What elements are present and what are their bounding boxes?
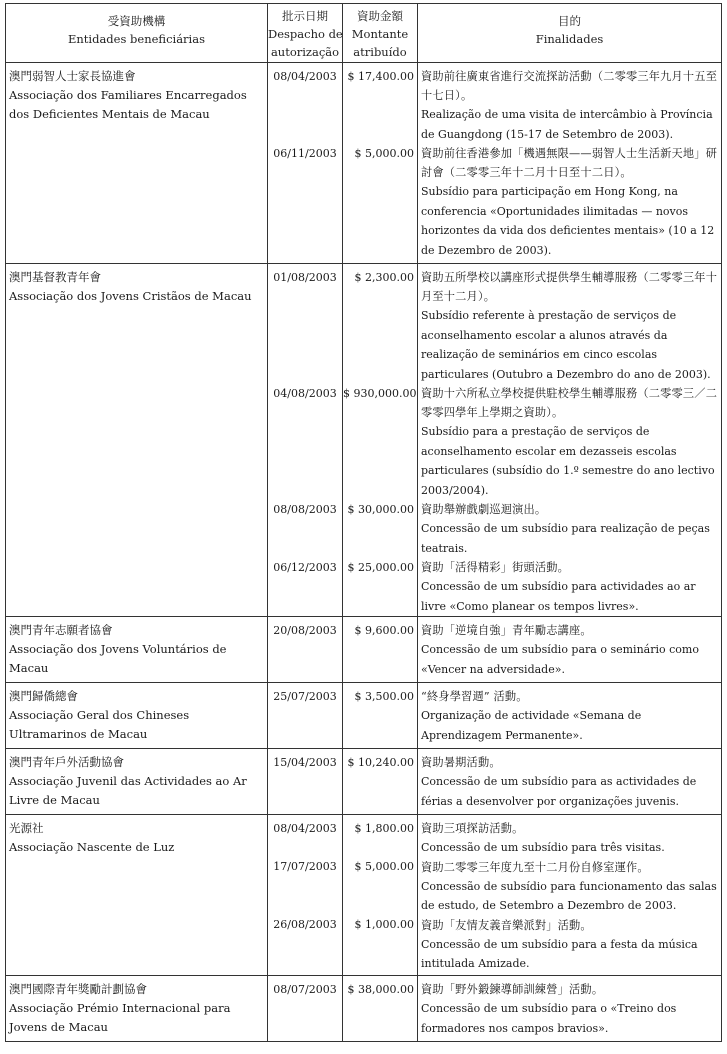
amount-cell (343, 264, 418, 617)
entity-name-pt: Associação Geral dos Chineses Ultramarinos de Macau (9, 708, 190, 741)
entity-name-pt: Associação Juvenil das Actividades ao Ar Livre de Macau (9, 774, 247, 807)
amount-cell (343, 749, 418, 815)
purpose-zh: “終身學習週” 活動。 (421, 690, 528, 703)
grant-date: 17/07/2003 (273, 860, 337, 873)
grant-amount: $ 1,800.00 (354, 821, 414, 835)
purpose-zh: 資助前往香港參加「機遇無限——弱智人士生活新天地」研討會（二零零三年十二月十日至十二日）。 (421, 147, 718, 179)
date-cell (268, 264, 343, 617)
purpose-stack (418, 749, 721, 811)
purpose-stack (418, 264, 721, 616)
header-purposes (418, 4, 722, 63)
purpose-pt: Concessão de um subsídio para as actividades de férias a desenvolver por organizações juvenis. (421, 775, 697, 808)
purpose-block (418, 384, 721, 500)
header-entities-zh: 受資助機構 (107, 14, 166, 28)
entity-cell (6, 264, 268, 617)
grant-amount: $ 1,000.00 (354, 918, 414, 931)
purpose-block (418, 617, 721, 679)
grant-amount: $ 9,600.00 (354, 623, 414, 637)
grant-date: 20/08/2003 (273, 623, 337, 637)
entity-name-zh: 澳門歸僑總會 (9, 689, 78, 703)
purpose-pt: Subsídio para a prestação de serviços de aconselhamento escolar em dezasseis escolas particulares (subsídio do 1.º semestre do ano lectivo 2003/2004). (421, 425, 715, 497)
entity-name-pt: Associação Prémio Internacional para Jovens de Macau (9, 1001, 231, 1034)
entity-name-zh: 澳門青年志願者協會 (9, 623, 113, 637)
grant-amount: $ 5,000.00 (354, 860, 414, 873)
purpose-cell (418, 749, 722, 815)
grant-date: 04/08/2003 (273, 386, 337, 400)
entity-cell (6, 63, 268, 264)
entity-cell (6, 815, 268, 976)
table-row (6, 815, 722, 976)
table-header-row (6, 4, 722, 63)
date-cell (268, 749, 343, 815)
entity-name-zh: 澳門弱智人士家長協進會 (9, 69, 136, 83)
document-page (5, 3, 721, 1049)
table-row (6, 63, 722, 264)
purpose-zh: 資助二零零三年度九至十二月份自修室運作。 (421, 860, 649, 874)
purpose-cell (418, 976, 722, 1042)
header-amount-pt1: Montante (351, 27, 409, 41)
purpose-zh: 資助十六所私立學校提供駐校學生輔導服務（二零零三／二零零四學年上學期之資助）。 (421, 387, 718, 419)
purpose-zh: 資助舉辦戲劇巡迴演出。 (421, 503, 547, 516)
entity-name-pt: Associação Nascente de Luz (9, 840, 175, 854)
purpose-block (418, 144, 721, 260)
grant-date: 26/08/2003 (273, 918, 337, 931)
header-purposes-pt: Finalidades (535, 32, 604, 46)
purpose-pt: Subsídio para participação em Hong Kong, na conferencia «Oportunidades ilimitadas — novos horizontes da vida dos deficientes mentais» (10 a 12 de Dezembro de 2003). (421, 185, 715, 257)
grant-amount: $ 2,300.00 (354, 270, 414, 284)
amount-cell (343, 815, 418, 976)
purpose-block (418, 858, 721, 916)
purpose-pt: Concessão de um subsídio para o «Treino dos formadores nos campos bravios». (421, 1002, 677, 1035)
date-cell (268, 683, 343, 749)
purpose-pt: Concessão de um subsídio para a festa da música intitulada Amizade. (421, 937, 698, 970)
purpose-stack (418, 63, 721, 260)
purpose-stack (418, 683, 721, 745)
header-date-pt2: autorização (270, 45, 340, 59)
purpose-zh: 資助三項探訪活動。 (421, 822, 524, 835)
purpose-block (418, 976, 721, 1038)
date-cell (268, 617, 343, 683)
entity-name-pt: Associação dos Jovens Voluntários de Macau (9, 642, 227, 675)
header-entities-pt: Entidades beneficiárias (67, 32, 205, 46)
header-amount-zh: 資助金額 (357, 9, 403, 23)
header-entities (6, 4, 268, 63)
purpose-block (418, 749, 721, 811)
subsidy-table (5, 3, 722, 1042)
purpose-pt: Concessão de um subsídio para realização de peças teatrais. (421, 522, 710, 555)
table-row (6, 976, 722, 1042)
grant-date: 01/08/2003 (273, 270, 337, 284)
amount-cell (343, 976, 418, 1042)
header-date-pt1: Despacho de (268, 27, 343, 41)
table-body (6, 63, 722, 1042)
date-cell (268, 63, 343, 264)
purpose-block (418, 63, 721, 144)
grant-amount: $ 930,000.00 (343, 386, 417, 400)
grant-date: 08/07/2003 (273, 982, 337, 996)
date-cell (268, 815, 343, 976)
entity-name-zh: 澳門青年戶外活動協會 (9, 755, 124, 769)
purpose-cell (418, 617, 722, 683)
entity-name-zh: 光源社 (9, 821, 44, 835)
purpose-pt: Concessão de subsídio para funcionamento das salas de estudo, de Setembro a Dezembro de 2003. (421, 879, 717, 912)
grant-amount: $ 10,240.00 (347, 755, 414, 769)
purpose-zh: 資助「逆境自強」青年勵志講座。 (421, 624, 592, 637)
purpose-pt: Realização de uma visita de intercâmbio à Província de Guangdong (15-17 de Setembro de 2003). (421, 108, 713, 141)
purpose-block (418, 815, 721, 858)
purpose-block (418, 558, 721, 616)
grant-amount: $ 3,500.00 (354, 689, 414, 703)
purpose-stack (418, 617, 721, 679)
purpose-zh: 資助前往廣東省進行交流探訪活動（二零零三年九月十五至十七日）。 (421, 70, 718, 102)
grant-amount: $ 5,000.00 (354, 146, 414, 160)
grant-date: 25/07/2003 (273, 689, 337, 703)
purpose-block (418, 683, 721, 745)
purpose-pt: Concessão de um subsídio para actividades ao ar livre «Como planear os tempos livres». (421, 580, 696, 613)
amount-cell (343, 617, 418, 683)
grant-amount: $ 30,000.00 (347, 502, 414, 516)
purpose-cell (418, 63, 722, 264)
entity-cell (6, 976, 268, 1042)
purpose-cell (418, 264, 722, 617)
grant-date: 15/04/2003 (273, 755, 337, 769)
purpose-cell (418, 815, 722, 976)
purpose-stack (418, 976, 721, 1038)
amount-cell (343, 683, 418, 749)
purpose-stack (418, 815, 721, 974)
entity-cell (6, 617, 268, 683)
grant-amount: $ 38,000.00 (347, 982, 414, 996)
grant-date: 08/08/2003 (273, 502, 337, 516)
purpose-zh: 資助「活得精彩」街頭活動。 (421, 561, 570, 574)
grant-date: 08/04/2003 (273, 821, 337, 835)
purpose-pt: Organização de actividade «Semana de Aprendizagem Permanente». (421, 709, 642, 742)
entity-name-zh: 澳門國際青年獎勵計劃協會 (9, 982, 147, 996)
entity-name-zh: 澳門基督教青年會 (9, 270, 101, 284)
grant-amount: $ 25,000.00 (347, 560, 414, 574)
purpose-block (418, 916, 721, 974)
table-row (6, 617, 722, 683)
purpose-zh: 資助五所學校以講座形式提供學生輔導服務（二零零三年十月至十二月）。 (421, 271, 718, 303)
grant-amount: $ 17,400.00 (347, 69, 414, 83)
purpose-zh: 資助「友情友義音樂派對」活動。 (421, 918, 592, 932)
table-row (6, 749, 722, 815)
purpose-cell (418, 683, 722, 749)
purpose-zh: 資助暑期活動。 (421, 756, 501, 769)
header-amount (343, 4, 418, 63)
entity-name-pt: Associação dos Jovens Cristãos de Macau (9, 289, 252, 303)
purpose-pt: Subsídio referente à prestação de serviços de aconselhamento escolar a alunos através da realização de seminários em cinco escolas particulares (Outubro a Dezembro do ano de 2003). (421, 309, 711, 381)
entity-name-pt: Associação dos Familiares Encarregados dos Deficientes Mentais de Macau (9, 88, 247, 121)
purpose-block (418, 500, 721, 558)
header-purposes-zh: 目的 (558, 14, 581, 28)
purpose-zh: 資助「野外鍛鍊導師訓練營」活動。 (421, 983, 604, 996)
table-row (6, 264, 722, 617)
grant-date: 06/11/2003 (273, 146, 337, 160)
date-cell (268, 976, 343, 1042)
purpose-pt: Concessão de um subsídio para três visitas. (421, 841, 665, 854)
grant-date: 08/04/2003 (273, 69, 337, 83)
amount-cell (343, 63, 418, 264)
entity-cell (6, 683, 268, 749)
grant-date: 06/12/2003 (273, 560, 337, 574)
purpose-pt: Concessão de um subsídio para o seminário como «Vencer na adversidade». (421, 643, 699, 676)
header-date-zh: 批示日期 (282, 9, 328, 23)
table-row (6, 683, 722, 749)
header-amount-pt2: atribuído (353, 45, 407, 59)
header-date (268, 4, 343, 63)
entity-cell (6, 749, 268, 815)
purpose-block (418, 264, 721, 384)
